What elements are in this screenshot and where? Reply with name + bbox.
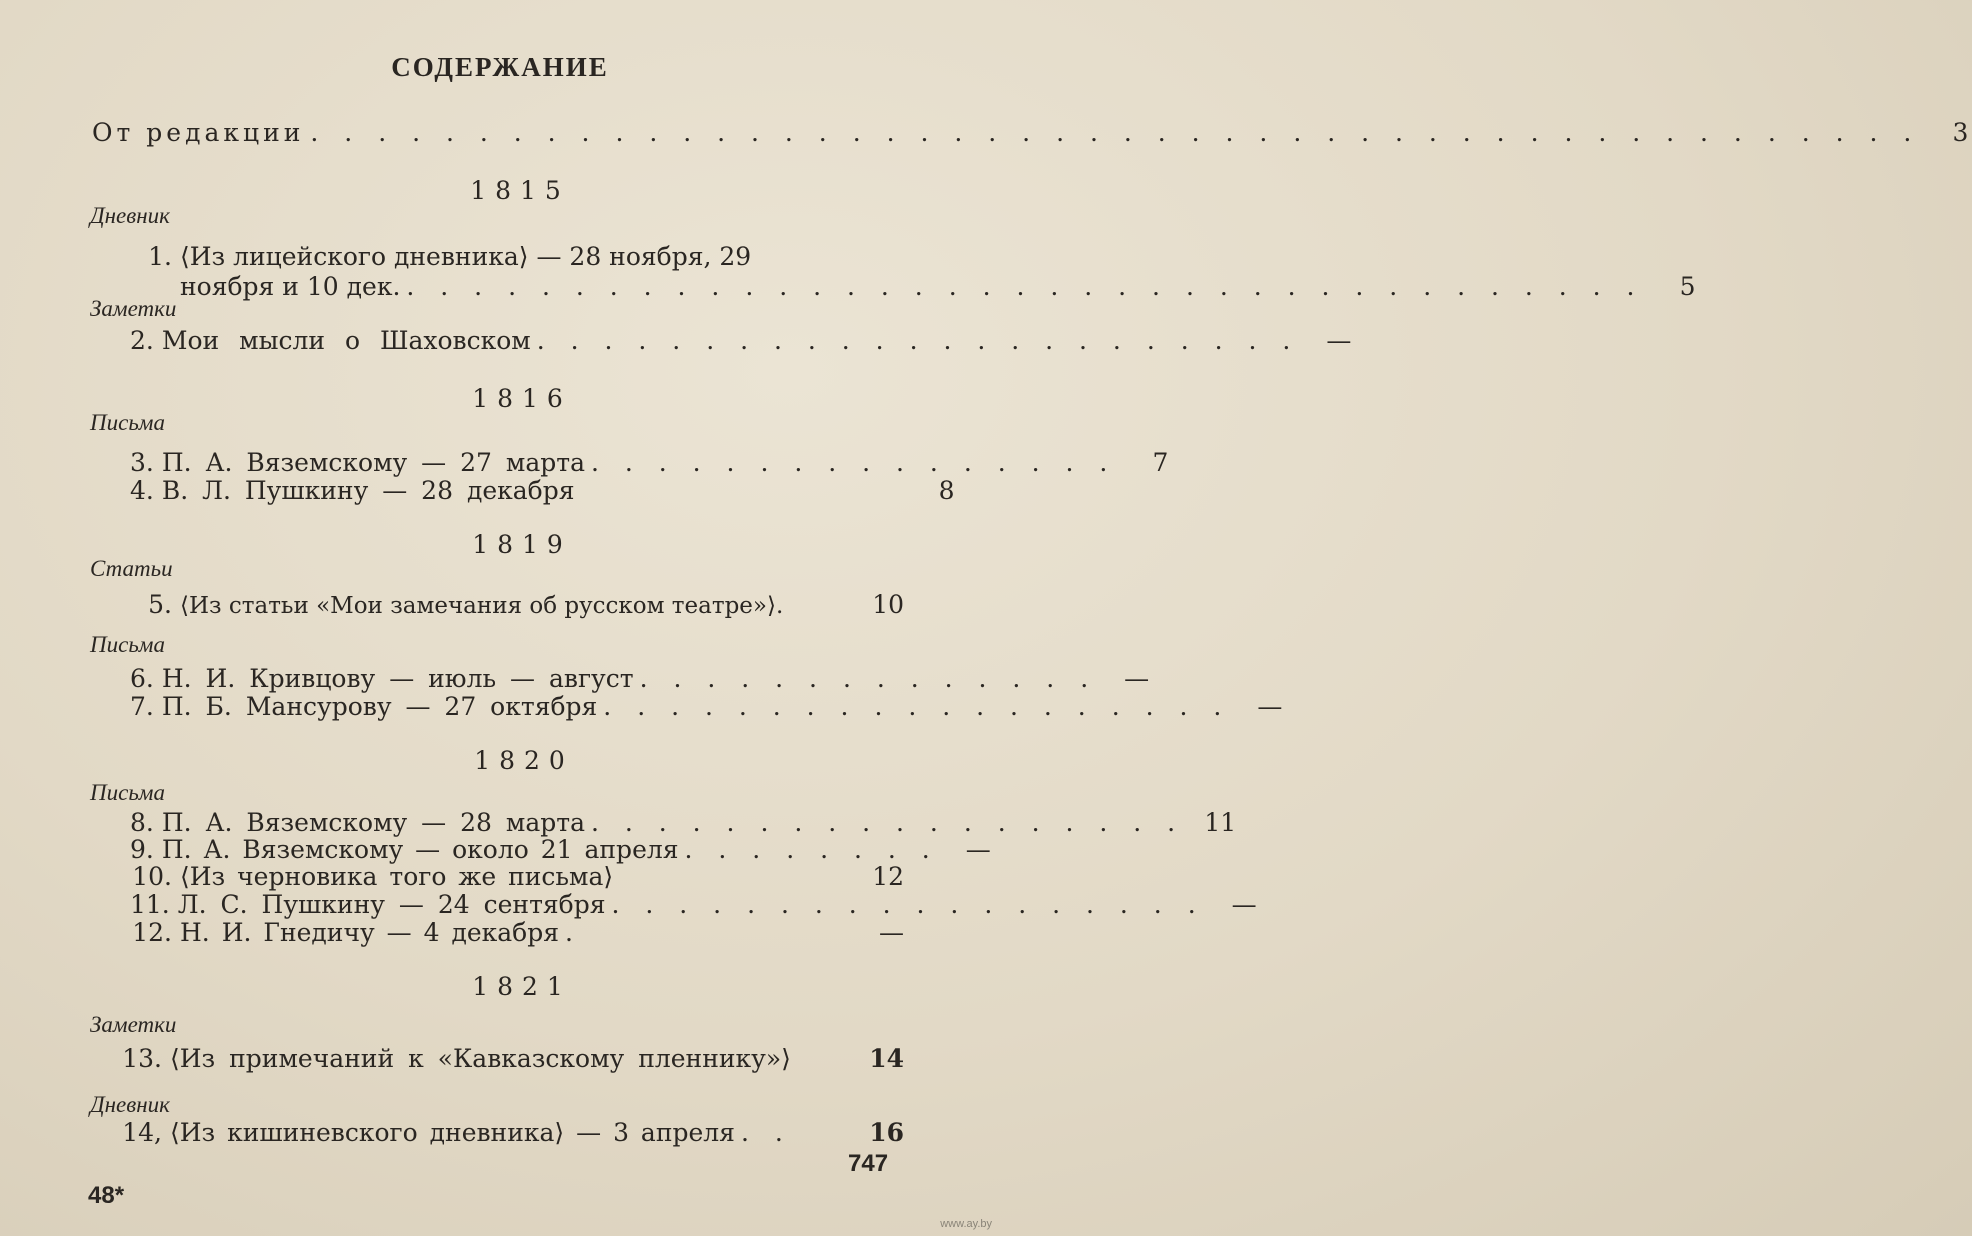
toc-entry-page: 11 <box>1204 808 1237 837</box>
toc-entry <box>130 242 865 271</box>
toc-entry-continuation <box>180 272 1696 301</box>
toc-entry-page: 7 <box>1152 448 1169 477</box>
toc-entry-text: Н. И. Гнедичу — 4 декабря <box>180 918 559 947</box>
leader-dots: . . . . . . . . . . . . . . . . <box>590 448 1117 477</box>
toc-entry-number: 8. <box>130 808 154 837</box>
toc-entry-number: 5. <box>148 590 172 619</box>
toc-entry-number: 2. <box>130 326 154 355</box>
toc-entry-page: 16 <box>869 1118 904 1147</box>
toc-entry <box>120 1044 904 1073</box>
toc-entry-number: 14, <box>122 1118 162 1147</box>
toc-entry <box>130 448 1169 477</box>
section-heading: Заметки <box>90 296 177 321</box>
toc-entry-number: 7. <box>130 692 154 721</box>
toc-entry-text: Мои мысли о Шаховском <box>161 326 531 355</box>
leader-dots: . . . . . . . . . . . . . . . . . . . <box>603 692 1231 721</box>
section-heading: Дневник <box>90 1092 170 1117</box>
page-title: СОДЕРЖАНИЕ <box>391 52 609 82</box>
toc-entry-number: 6. <box>130 664 154 693</box>
printer-signature: 48* <box>88 1182 125 1209</box>
toc-entry-number: 11. <box>130 890 170 919</box>
toc-entry-text: П. А. Вяземскому — 27 марта <box>161 448 585 477</box>
toc-entry-page: — <box>965 835 991 864</box>
section-heading: Письма <box>90 410 165 435</box>
toc-entry <box>130 664 1150 693</box>
toc-entry <box>130 862 904 891</box>
leader-dots <box>797 1044 852 1073</box>
toc-entry-text: ⟨Из статьи «Мои замечания об русском театре»⟩. <box>180 593 784 619</box>
section-heading: Заметки <box>90 1012 177 1037</box>
leader-dots: . . <box>740 1118 792 1147</box>
toc-entry-number: 13. <box>122 1044 162 1073</box>
toc-entry-number: 1. <box>148 242 172 271</box>
toc-entry-number: 9. <box>130 835 154 864</box>
leader-dots: . . . . . . . . . . . . . . . . . . . . . . . . . . . . . . . . . . . . . . . . . . . . . . . . <box>310 118 1921 147</box>
toc-entry-text: ⟨Из примечаний к «Кавказскому пленнику»⟩ <box>170 1044 791 1073</box>
toc-entry-text: Н. И. Кривцову — июль — август <box>161 664 634 693</box>
leader-dots: . . . . . . . . . . . . . . . . . . . . . . . . . . . . . . . . . . . . . <box>406 272 1644 301</box>
section-heading: Письма <box>90 632 165 657</box>
leader-dots: . <box>564 918 582 947</box>
toc-entry-page: 8 <box>938 476 955 505</box>
toc-entry <box>130 890 1257 919</box>
toc-entry-intro <box>92 118 1972 147</box>
toc-entry-text: П. А. Вяземскому — около 21 апреля <box>161 835 679 864</box>
year-heading: 1820 <box>474 746 574 775</box>
toc-entry-text: П. А. Вяземскому — 28 марта <box>161 808 585 837</box>
toc-entry-text: Л. С. Пушкину — 24 сентября <box>177 890 606 919</box>
year-heading: 1816 <box>472 384 572 413</box>
toc-entry-text: ноября и 10 дек. <box>180 272 401 301</box>
toc-entry-text: ⟨Из черновика того же письма⟩ <box>180 862 614 891</box>
toc-entry-text: ⟨Из лицейского дневника⟩ — 28 ноября, 29 <box>180 242 752 271</box>
leader-dots: . . . . . . . . . . . . . . . . . . <box>590 808 1185 837</box>
toc-entry <box>130 692 1283 721</box>
toc-entry-page: — <box>1231 890 1257 919</box>
toc-entry-number: 10. <box>132 862 172 891</box>
leader-dots: . . . . . . . . . . . . . . . . . . . . . . . <box>536 326 1300 355</box>
toc-entry-page: — <box>1257 692 1283 721</box>
toc-entry <box>130 835 991 864</box>
toc-entry-page: 3 <box>1952 118 1972 147</box>
section-heading: Письма <box>90 780 165 805</box>
toc-entry-text: П. Б. Мансурову — 27 октября <box>161 692 598 721</box>
leader-dots: . . . . . . . . <box>684 835 939 864</box>
toc-entry-number: 3. <box>130 448 154 477</box>
toc-entry <box>130 808 1237 837</box>
toc-entry <box>120 1118 904 1147</box>
leader-dots <box>619 862 852 891</box>
section-heading: Статьи <box>90 556 173 581</box>
section-heading: Дневник <box>90 203 170 228</box>
toc-entry <box>130 326 1352 355</box>
page-number: 747 <box>848 1150 889 1177</box>
year-heading: 1819 <box>472 530 572 559</box>
toc-entry-page: 14 <box>869 1044 904 1073</box>
toc-entry-text: ⟨Из кишиневского дневника⟩ — 3 апреля <box>170 1118 735 1147</box>
toc-entry-page: 10 <box>872 590 904 619</box>
toc-entry-number: 12. <box>132 918 172 947</box>
toc-entry-page: — <box>1124 664 1150 693</box>
toc-entry-page: 5 <box>1679 272 1696 301</box>
toc-entry <box>130 476 955 505</box>
toc-entry-page: 12 <box>872 862 904 891</box>
toc-entry <box>130 918 904 947</box>
leader-dots: . . . . . . . . . . . . . . <box>639 664 1098 693</box>
toc-entry <box>130 590 904 619</box>
toc-entry-page: — <box>879 918 904 947</box>
toc-entry-text: В. Л. Пушкину — 28 декабря <box>161 476 575 505</box>
toc-entry-page: — <box>1326 326 1352 355</box>
year-heading: 1821 <box>472 972 572 1001</box>
year-heading: 1815 <box>470 176 570 205</box>
leader-dots <box>789 590 852 619</box>
toc-entry-text: От редакции <box>92 118 305 147</box>
watermark: www.ay.by <box>940 1218 992 1230</box>
leader-dots: . . . . . . . . . . . . . . . . . . <box>611 890 1205 919</box>
toc-entry-number: 4. <box>130 476 154 505</box>
leader-dots <box>581 476 903 505</box>
